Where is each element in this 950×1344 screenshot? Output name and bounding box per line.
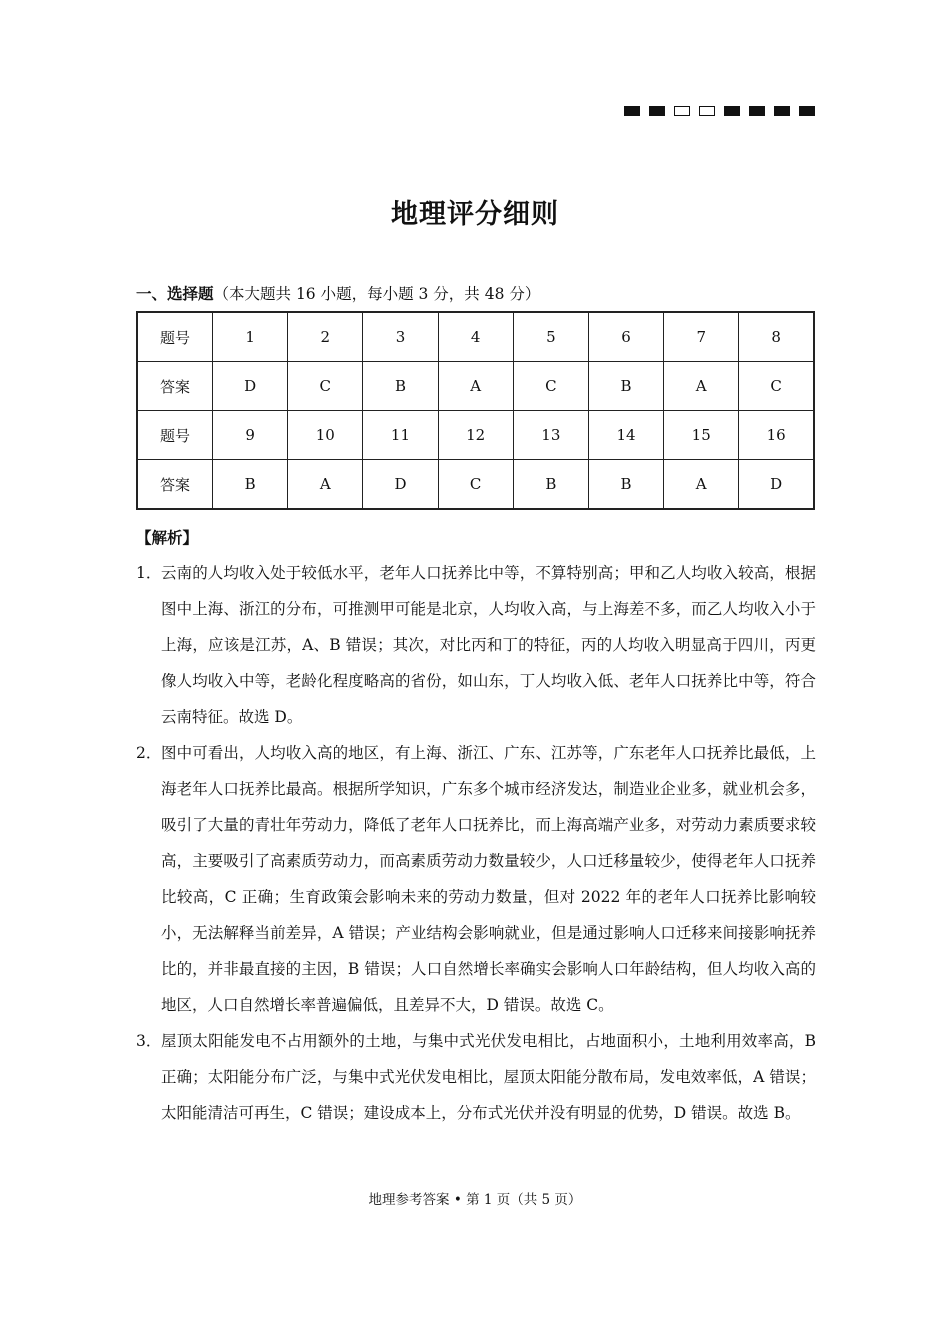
table-cell: D <box>213 362 288 411</box>
table-row <box>137 411 814 460</box>
table-cell: A <box>438 362 513 411</box>
row-header-cell: 答案 <box>137 362 213 411</box>
section-label: 一、选择题 <box>136 284 214 303</box>
table-cell: 16 <box>739 411 814 460</box>
table-cell: 9 <box>213 411 288 460</box>
table-cell: 1 <box>213 312 288 362</box>
table-cell: 10 <box>288 411 363 460</box>
answer-table <box>136 311 815 510</box>
header-mark <box>724 106 740 116</box>
table-cell: C <box>288 362 363 411</box>
header-mark <box>799 106 815 116</box>
header-mark <box>624 106 640 116</box>
page-title: 地理评分细则 <box>391 199 559 230</box>
list-item <box>136 735 816 1023</box>
table-cell: 14 <box>588 411 663 460</box>
table-cell: C <box>438 460 513 510</box>
table-cell: A <box>288 460 363 510</box>
table-cell: D <box>739 460 814 510</box>
table-cell: B <box>363 362 438 411</box>
table-cell: 6 <box>588 312 663 362</box>
header-mark <box>649 106 665 116</box>
table-cell: 11 <box>363 411 438 460</box>
item-number: 1． <box>136 564 162 582</box>
table-cell: 5 <box>513 312 588 362</box>
item-number: 3． <box>136 1032 162 1050</box>
table-cell: 2 <box>288 312 363 362</box>
row-header-cell: 题号 <box>137 411 213 460</box>
table-cell: B <box>588 362 663 411</box>
header-marks <box>624 106 815 116</box>
table-cell: B <box>213 460 288 510</box>
table-cell: A <box>664 362 739 411</box>
table-cell: B <box>588 460 663 510</box>
header-mark <box>699 106 715 116</box>
table-cell: 15 <box>664 411 739 460</box>
analysis-list <box>136 555 816 1131</box>
table-cell: 8 <box>739 312 814 362</box>
table-cell: 13 <box>513 411 588 460</box>
table-cell: 4 <box>438 312 513 362</box>
table-row <box>137 460 814 510</box>
table-cell: 3 <box>363 312 438 362</box>
header-mark <box>749 106 765 116</box>
list-item <box>136 1023 816 1131</box>
analysis-heading: 【解析】 <box>136 528 199 547</box>
item-text: 图中可看出，人均收入高的地区，有上海、浙江、广东、江苏等，广东老年人口抚养比最低，上海老年人口抚养比最高。根据所学知识，广东多个城市经济发达，制造业企业多，就业机会多，吸引了大量的青壮年劳动力，降低了老年人口抚养比，而上海高端产业多，对劳动力素质要求较高，主要吸引了高素质劳动力，而高素质劳动力数量较少，人口迁移量较少，使得老年人口抚养比较高，C 正确；生育政策会影响未来的劳动力数量，但对 2022 年的老年人口抚养比影响较小，无法解释当前差异，A 错误；产业结构会影响就业，但是通过影响人口迁移来间接影响抚养比的，并非最直接的主因，B 错误；人口自然增长率确实会影响人口年龄结构，但人均收入高的地区，人口自然增长率普遍偏低，且差异不大，D 错误。故选 C。 <box>161 744 816 1014</box>
table-cell: C <box>739 362 814 411</box>
row-header-cell: 题号 <box>137 312 213 362</box>
table-cell: A <box>664 460 739 510</box>
table-row <box>137 312 814 362</box>
table-cell: D <box>363 460 438 510</box>
page-footer: 地理参考答案 • 第 1 页（共 5 页） <box>368 1192 582 1208</box>
table-cell: 12 <box>438 411 513 460</box>
section-note: （本大题共 16 小题，每小题 3 分，共 48 分） <box>213 285 541 303</box>
header-mark <box>774 106 790 116</box>
header-mark <box>674 106 690 116</box>
row-header-cell: 答案 <box>137 460 213 510</box>
item-text: 云南的人均收入处于较低水平，老年人口抚养比中等，不算特别高；甲和乙人均收入较高，根据图中上海、浙江的分布，可推测甲可能是北京，人均收入高，与上海差不多，而乙人均收入小于上海，应该是江苏，A、B 错误；其次，对比丙和丁的特征，丙的人均收入明显高于四川，丙更像人均收入中等，老龄化程度略高的省份，如山东，丁人均收入低、老年人口抚养比中等，符合云南特征。故选 D。 <box>161 564 816 726</box>
table-cell: 7 <box>664 312 739 362</box>
table-cell: C <box>513 362 588 411</box>
section-heading <box>136 282 540 304</box>
table-row <box>137 362 814 411</box>
item-text: 屋顶太阳能发电不占用额外的土地，与集中式光伏发电相比，占地面积小，土地利用效率高，B 正确；太阳能分布广泛，与集中式光伏发电相比，屋顶太阳能分散布局，发电效率低，A 错误；太阳能清洁可再生，C 错误；建设成本上，分布式光伏并没有明显的优势，D 错误。故选 B。 <box>161 1032 816 1122</box>
list-item <box>136 555 816 735</box>
table-cell: B <box>513 460 588 510</box>
item-number: 2． <box>136 744 162 762</box>
